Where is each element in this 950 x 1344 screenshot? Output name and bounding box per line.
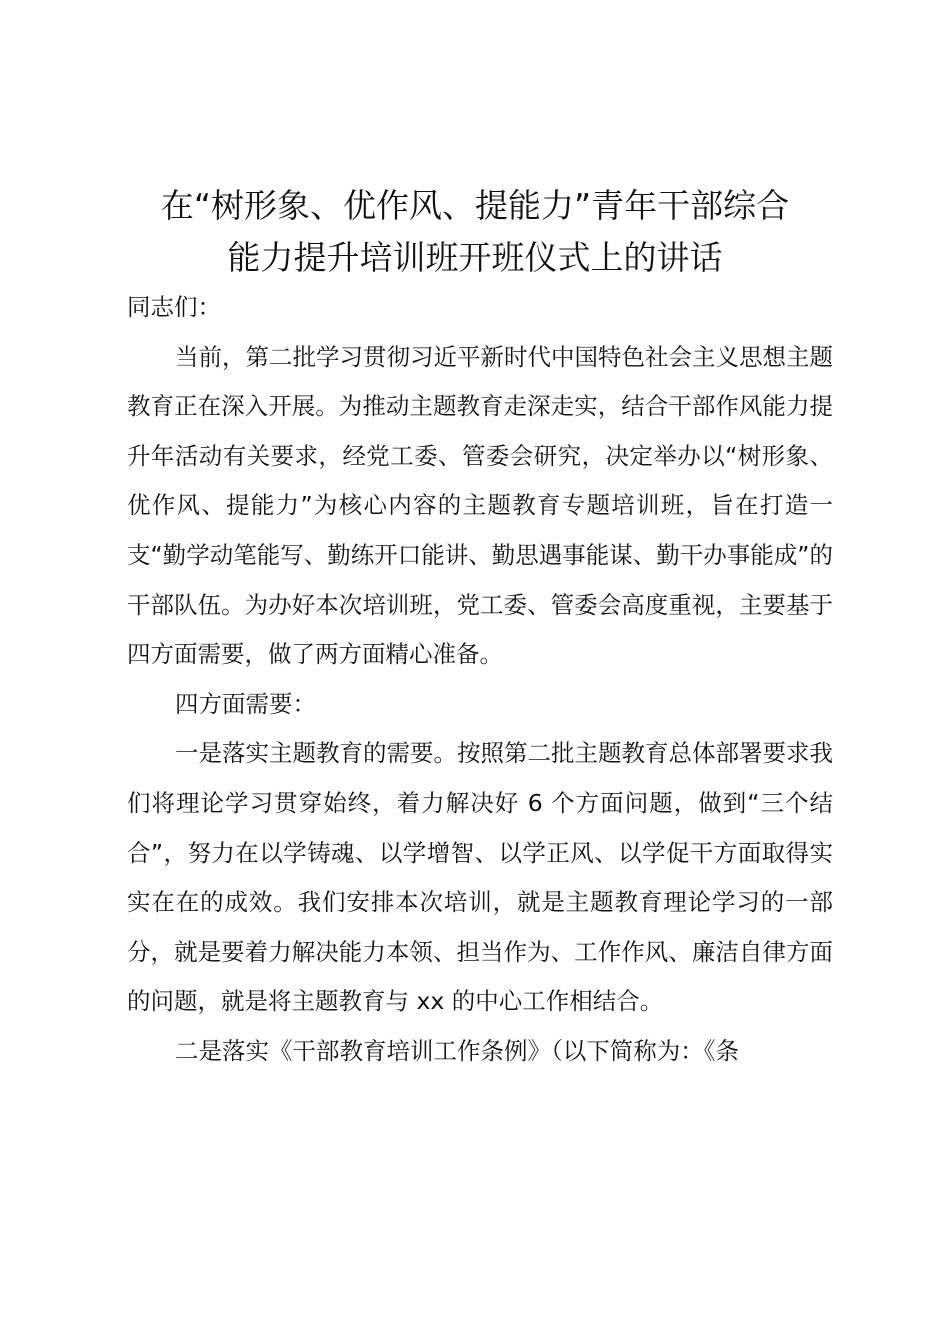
document-title	[100, 180, 850, 284]
paragraph-need-two: 二是落实《干部教育培训工作条例》（以下简称为：《条	[175, 1036, 739, 1065]
paragraph-need-one: 一是落实主题教育的需要。按照第二批主题教育总体部署要求我们将理论学习贯穿始终，着力解决好 6 个方面问题，做到“三个结合”，努力在以学铸魂、以学增智、以学正风、以学促干方面取得实实在在的成效。我们安排本次培训，就是主题教育理论学习的一部分，就是要着力解决能力本领、担当作为、工作作风、廉洁自律方面的问题，就是将主题教育与 xx 的中心工作相结合。	[127, 739, 833, 1016]
title-line-2: 能力提升培训班开班仪式上的讲话	[227, 238, 723, 277]
paragraph-intro: 当前，第二批学习贯彻习近平新时代中国特色社会主义思想主题教育正在深入开展。为推动主题教育走深走实，结合干部作风能力提升年活动有关要求，经党工委、管委会研究，决定举办以“树形象、优作风、提能力”为核心内容的主题教育专题培训班，旨在打造一支“勤学动笔能写、勤练开口能讲、勤思遇事能谋、勤干办事能成”的干部队伍。为办好本次培训班，党工委、管委会高度重视，主要基于四方面需要，做了两方面精心准备。	[127, 342, 833, 669]
paragraph-four-needs-heading: 四方面需要：	[175, 689, 316, 718]
document-body	[127, 283, 833, 1077]
title-line-1: 在“树形象、优作风、提能力”青年干部综合	[160, 186, 790, 225]
salutation: 同志们：	[127, 293, 221, 321]
